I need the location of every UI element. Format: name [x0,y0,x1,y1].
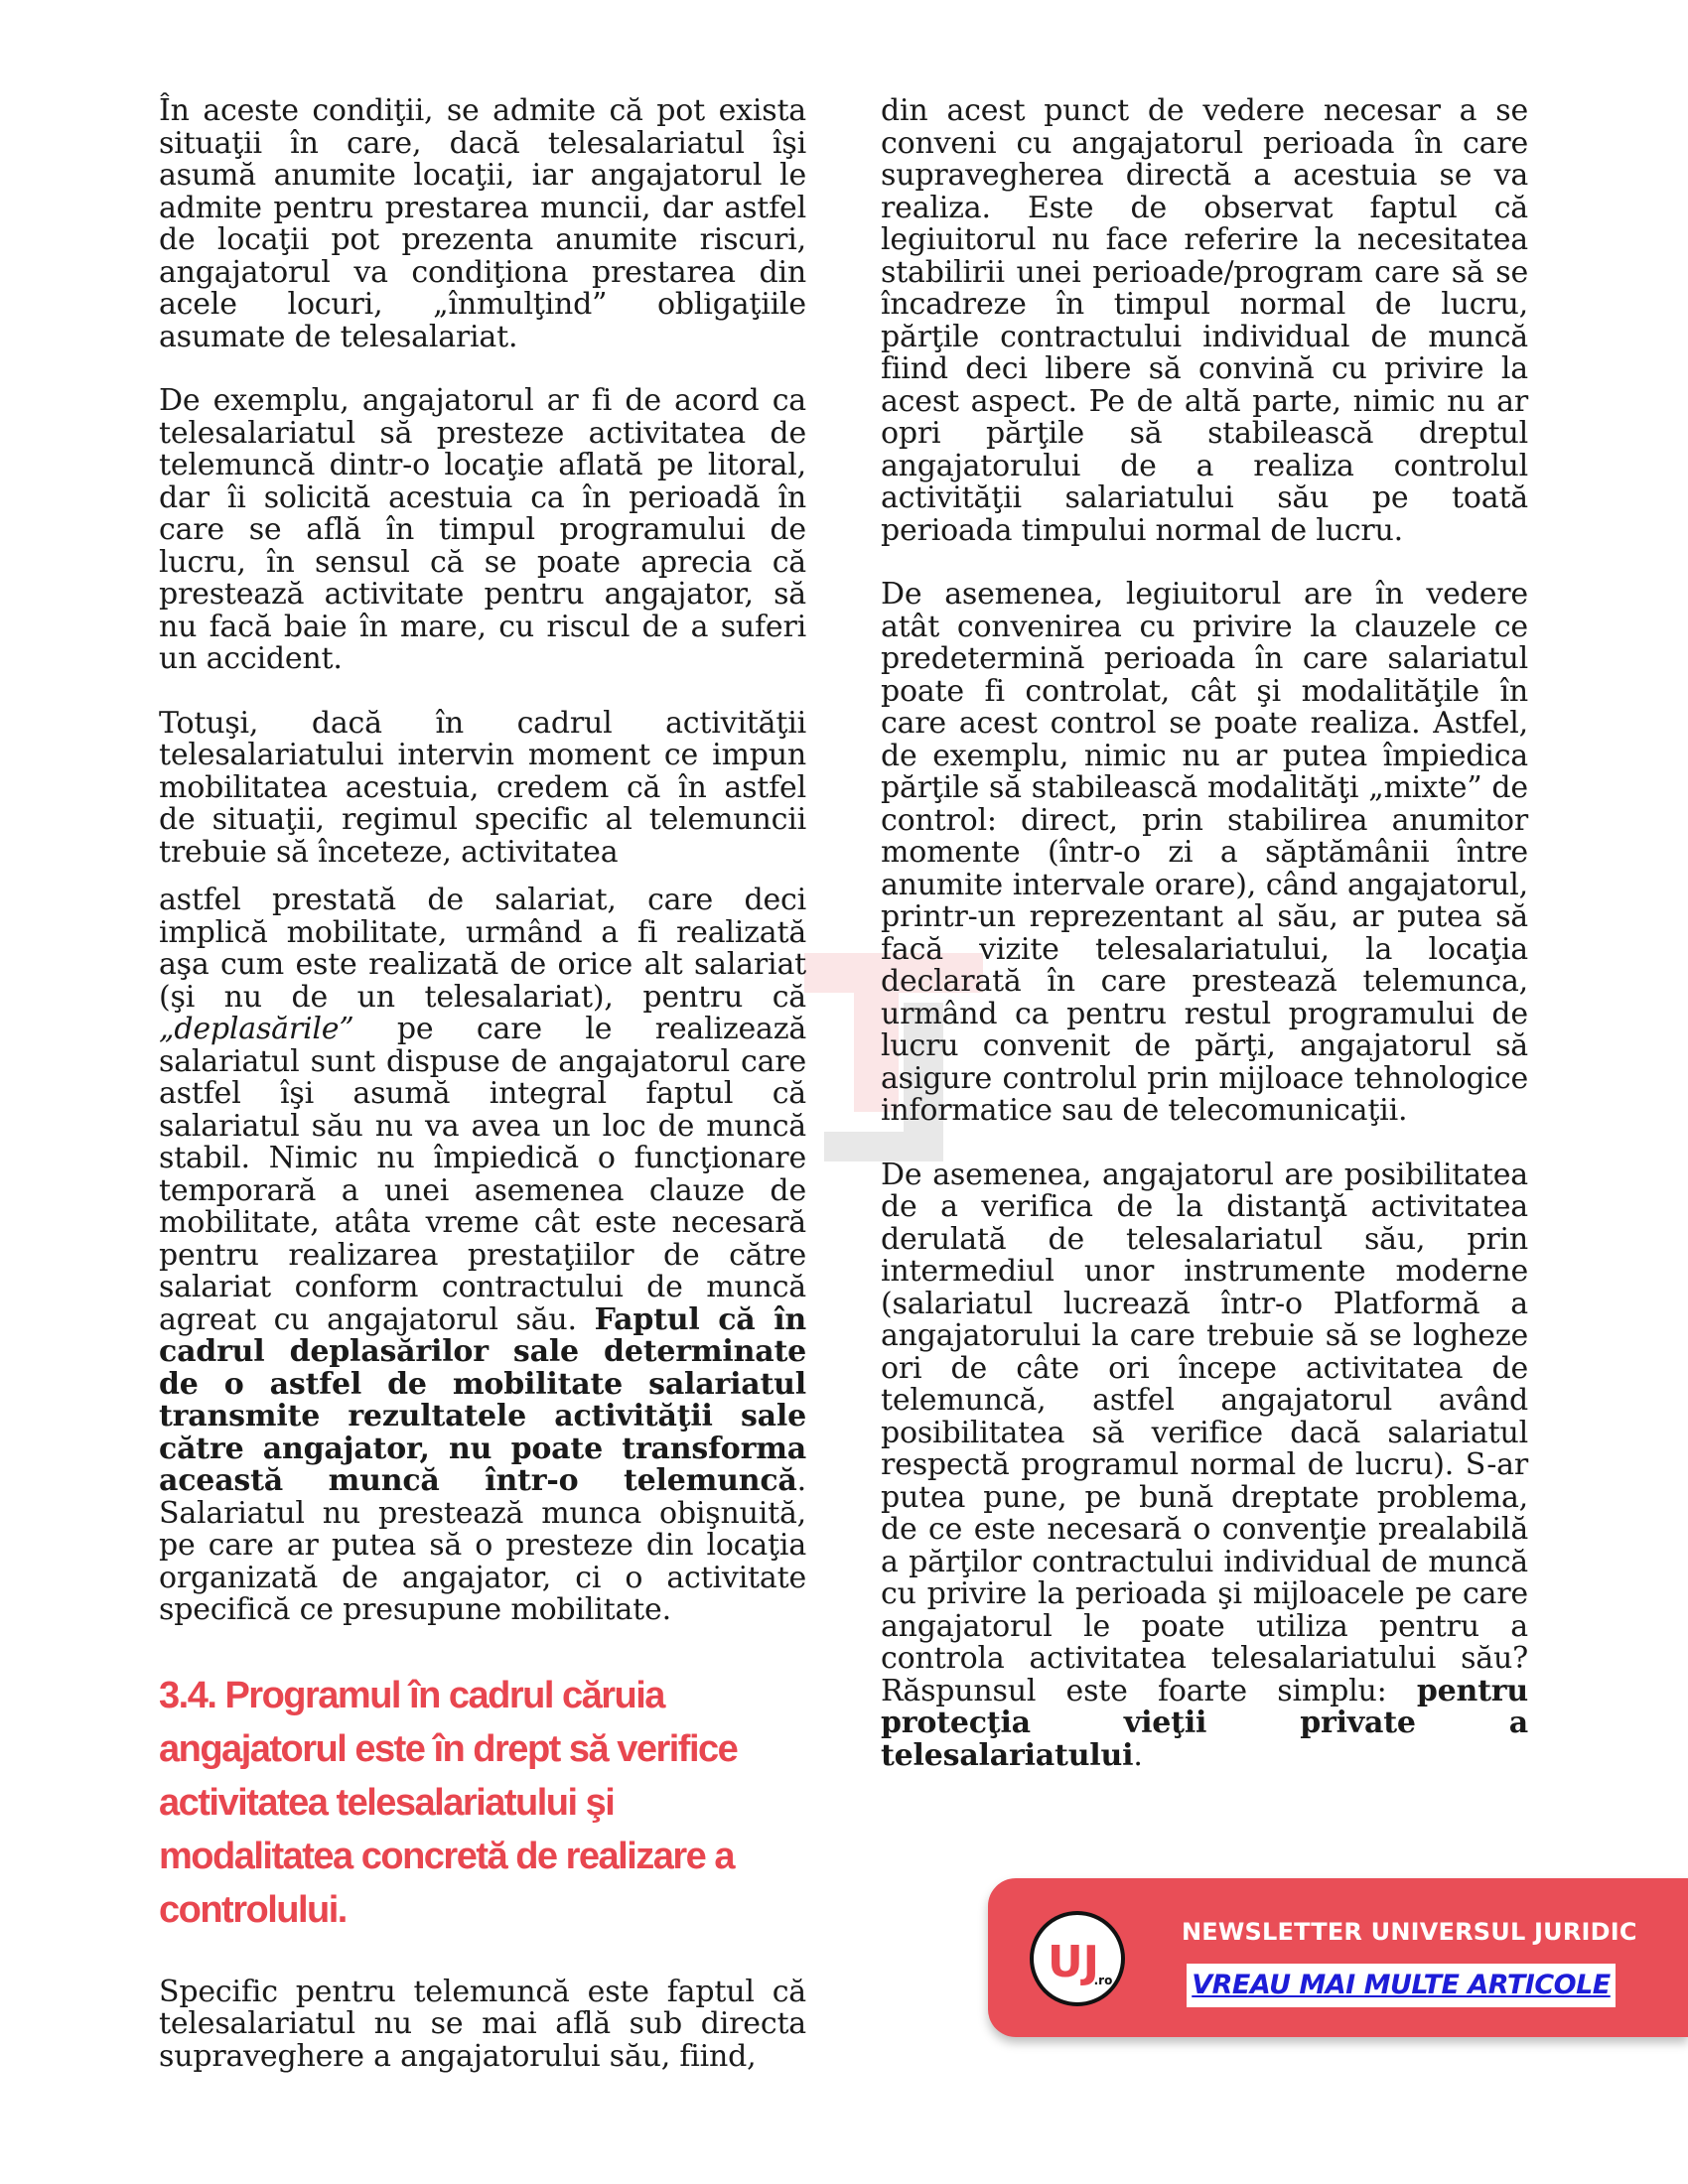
paragraph [159,885,806,1627]
paragraph [881,1157,1528,1773]
universul-juridic-logo-icon [1030,1911,1125,2006]
section-heading: 3.4. Programul în cadrul căruia angajatorul este în drept să verifice activitatea telesalariatului şi modalitatea concretă de realizare a controlului. [159,1674,738,1931]
more-articles-link[interactable] [1187,1964,1616,2007]
bold-statement: pentru protecţia vieţii private a telesalariatului [881,1673,1528,1773]
more-articles-label: VREAU MAI MULTE ARTICOLE [1192,1970,1611,2000]
text-run: astfel prestată de salariat, care deci implică mobilitate, urmând a fi realizată aşa cum este realizată de orice alt salariat (şi nu de un telesalariat), pentru că [159,883,806,1015]
newsletter-banner [988,1878,1688,2037]
text-run: pe care le realizează salariatul sunt dispuse de angajatorul care astfel îşi asumă integral faptul că salariatul său nu va avea un loc de muncă stabil. Nimic nu împiedică o funcţionare temporară a unei asemenea clauze de mobilitate, atâta vreme cât este necesară pentru realizarea prestaţiilor de către salariat conform contractului de muncă agreat cu angajatorul său. [159,1012,806,1337]
paragraph: Totuşi, dacă în cadrul activităţii telesalariatului intervin moment ce impun mobilitatea acestuia, credem că în astfel de situaţii, regimul specific al telemuncii trebuie să înceteze, activitatea [159,705,806,870]
paragraph: din acest punct de vedere necesar a se conveni cu angajatorul perioada în care supravegherea directă a acestuia se va realiza. Este de observat faptul că legiuitorul nu face referire la necesitatea stabilirii unei perioade/program care să se încadreze în timpul normal de lucru, părţile contractului individual de muncă fiind deci libere să convină cu privire la acest aspect. Pe de altă parte, nimic nu ar opri părţile să stabilească dreptul angajatorului de a realiza controlul activităţii salariatului său pe toată perioada timpului normal de lucru. [881,93,1528,548]
bold-statement: Faptul că în cadrul deplasărilor sale determinate de o astfel de mobilitate salariatul transmite rezultatele activităţii sale către angajator, nu poate transforma această muncă într-o telemuncă [159,1301,806,1498]
paragraph: Specific pentru telemuncă este faptul că telesalariatul nu se mai află sub directa supraveghere a angajatorului său, fiind, [159,1974,806,2074]
left-column [159,95,806,2105]
right-column [881,95,1528,1804]
paragraph: De exemplu, angajatorul ar fi de acord ca telesalariatul să presteze activitatea de telemuncă dintr-o locaţie aflată pe litoral, dar îi solicită acestuia ca în perioadă în care se află în timpul programului de lucru, în sensul că se poate aprecia că prestează activitate pentru angajator, să nu facă baie în mare, cu riscul de a suferi un accident. [159,383,806,676]
text-run: De asemenea, angajatorul are posibilitatea de a verifica de la distanţă activitatea derulată de telesalariatul său, prin intermediul unor instrumente moderne (salariatul lucrează într-o Platformă a angajatorului la care trebuie să se logheze ori de câte ori începe activitatea de telemuncă, astfel angajatorul având posibilitatea să verifice dacă salariatul respectă programul normal de lucru). S-ar putea pune, pe bună dreptate problema, de ce este necesară o convenţie prealabilă a părţilor contractului individual de muncă cu privire la perioada şi mijloacele pe care angajatorul le poate utiliza pentru a controla activitatea telesalariatului său? Răspunsul este foarte simplu: [881,1157,1528,1708]
newsletter-title: NEWSLETTER UNIVERSUL JURIDIC [1182,1918,1637,1946]
text-run: . Salariatul nu prestează munca obişnuită, pe care ar putea să o presteze din locaţia organizată de angajator, ci o activitate specifică ce presupune mobilitate. [159,1463,806,1627]
italic-term: „deplasările” [159,1012,354,1046]
text-run: . [1133,1737,1143,1773]
logo-text: UJ [1047,1937,1100,1987]
paragraph: În aceste condiţii, se admite că pot exista situaţii în care, dacă telesalariatul îşi asumă anumite locaţii, iar angajatorul le admite pentru prestarea muncii, dar astfel de locaţii pot prezenta anumite riscuri, angajatorul va condiţiona prestarea din acele locuri, „înmulţind” obligaţiile asumate de telesalariat. [159,93,806,354]
logo-suffix: .ro [1093,1974,1113,1987]
paragraph: De asemenea, legiuitorul are în vedere atât convenirea cu privire la clauzele ce predetermină perioada în care salariatul poate fi controlat, cât şi modalităţile în care acest control se poate realiza. Astfel, de exemplu, nimic nu ar putea împiedica părţile să stabilească modalităţi „mixte” de control: direct, prin stabilirea anumitor momente (într-o zi a săptămânii între anumite intervale orare), când angajatorul, printr-un reprezentant al său, ar putea să facă vizite telesalariatului, la locaţia declarată în care prestează telemunca, urmând ca pentru restul programului de lucru convenit de părţi, angajatorul să asigure controlul prin mijloace tehnologice informatice sau de telecomunicaţii. [881,577,1528,1128]
